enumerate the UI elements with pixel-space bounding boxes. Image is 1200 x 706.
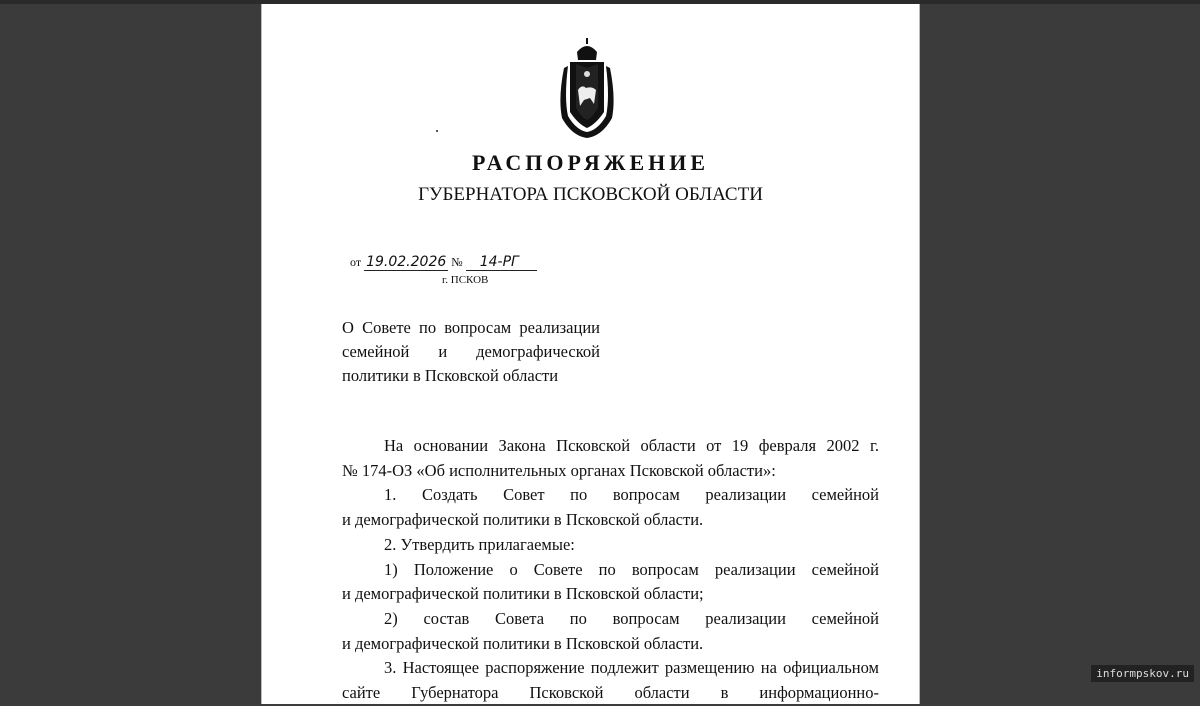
document-subject <box>342 316 600 388</box>
subject-line: О Совете по вопросам реализации <box>342 318 600 337</box>
watermark: informpskov.ru <box>1091 665 1194 682</box>
document-subtitle: ГУБЕРНАТОРА ПСКОВСКОЙ ОБЛАСТИ <box>418 184 763 205</box>
document-body <box>342 434 879 706</box>
document-page <box>261 4 920 704</box>
subject-line: политики в Псковской области <box>342 366 559 385</box>
document-number: 14-РГ <box>466 254 537 271</box>
body-line: 2. Утвердить прилагаемые: <box>384 534 575 554</box>
body-line: и демографической политики в Псковской области. <box>342 510 704 530</box>
body-line: 2) состав Совета по вопросам реализации семейной <box>384 608 879 628</box>
scan-speck <box>436 130 438 132</box>
subject-line: семейной и демографической <box>342 342 600 361</box>
document-city: г. ПСКОВ <box>442 274 489 286</box>
number-prefix: № <box>451 255 463 269</box>
body-line: 1) Положение о Совете по вопросам реализации семейной <box>384 559 879 579</box>
body-line: сайте Губернатора Псковской области в информационно- <box>342 683 879 703</box>
date-prefix: от <box>350 255 362 269</box>
body-line: 3. Настоящее распоряжение подлежит размещению на официальном <box>384 658 879 678</box>
body-line: и демографической политики в Псковской области; <box>342 584 704 604</box>
document-date: 19.02.2026 <box>366 254 447 270</box>
body-line: № 174-ОЗ «Об исполнительных органах Псковской области»: <box>342 460 776 480</box>
coat-of-arms-icon <box>552 38 622 140</box>
body-line: и демографической политики в Псковской области. <box>342 633 704 653</box>
body-line: На основании Закона Псковской области от 19 февраля 2002 г. <box>384 436 879 455</box>
date-number-line <box>350 254 537 270</box>
body-line: 1. Создать Совет по вопросам реализации семейной <box>384 485 879 505</box>
document-title: РАСПОРЯЖЕНИЕ <box>471 150 710 175</box>
